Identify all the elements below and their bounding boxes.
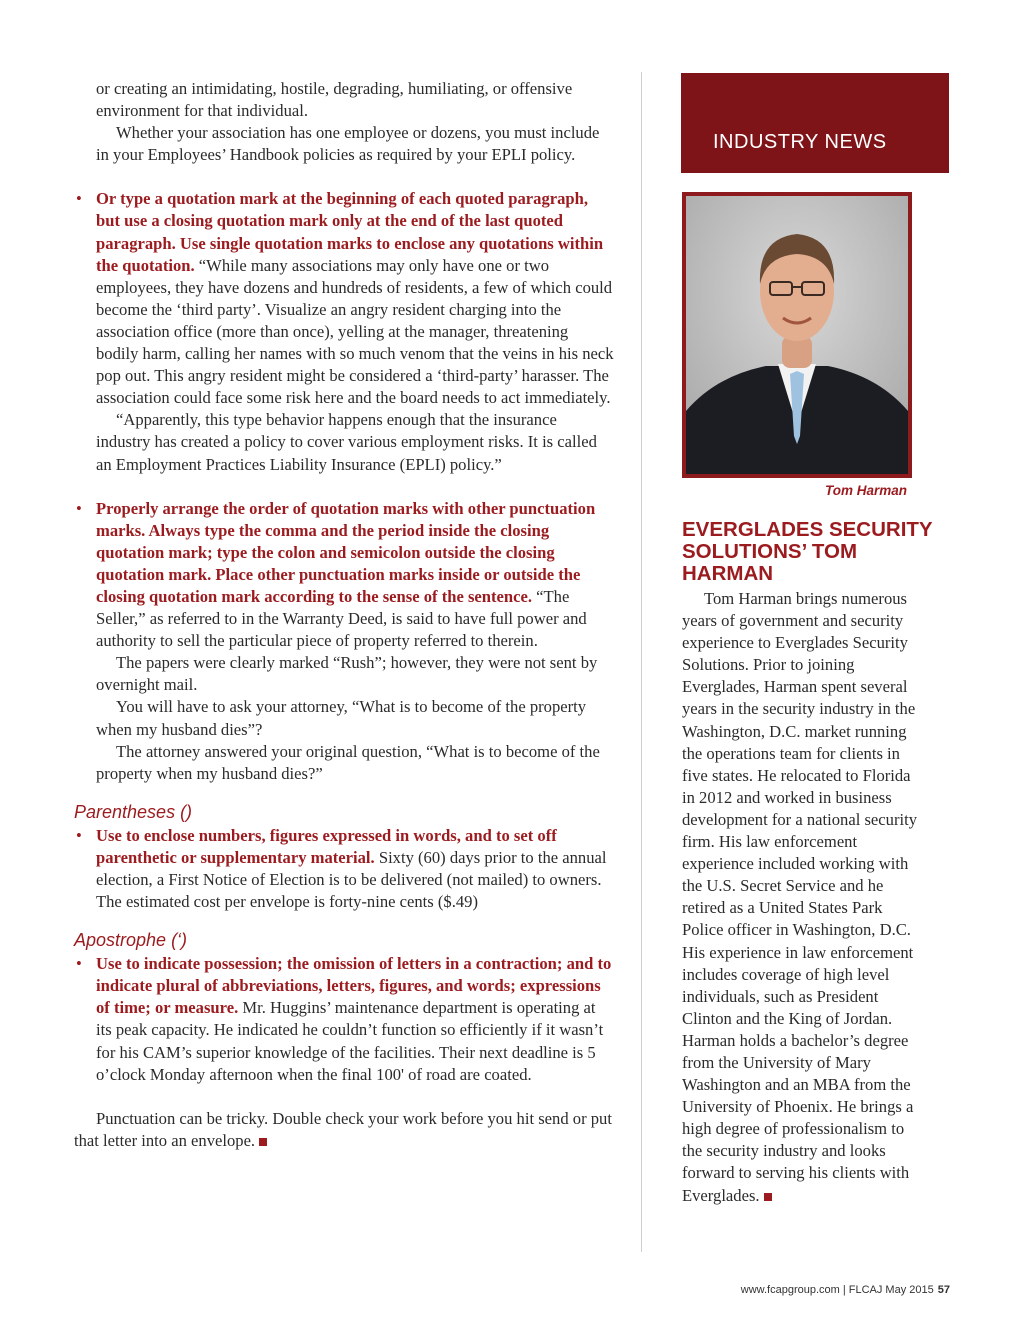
- portrait-illustration: [686, 196, 908, 474]
- closing-text: Punctuation can be tricky. Double check your work before you hit send or put that letter into an envelope.: [74, 1108, 612, 1150]
- bullet-icon: •: [76, 189, 82, 209]
- section-heading-parentheses: Parentheses (): [74, 801, 193, 822]
- bullet-icon: •: [76, 498, 82, 518]
- bullet-text: “The Seller,” as referred to in the Warranty Deed, is said to have full power and authority to sell the particular piece of property referred to therein.: [96, 586, 587, 651]
- paragraph: or creating an intimidating, hostile, degrading, humiliating, or offensive environment for that individual.: [96, 79, 573, 121]
- page-footer: [741, 1284, 950, 1296]
- end-mark-icon: [764, 1193, 772, 1201]
- bullet-heading: Use to enclose numbers, figures expressed in words, and to set off parenthetic or supplementary material.: [96, 825, 557, 867]
- page-number: 57: [937, 1284, 950, 1296]
- bullet-icon: •: [76, 954, 82, 974]
- paragraph: Whether your association has one employee or dozens, you must include in your Employees’ Handbook policies as required by your EPLI policy.: [96, 123, 600, 165]
- column-divider: [641, 72, 642, 1252]
- paragraph: The attorney answered your original question, “What is to become of the property when my husband dies?”: [96, 741, 600, 783]
- news-body: [682, 588, 922, 1207]
- bullet-item: [74, 498, 614, 653]
- news-body-text: Tom Harman brings numerous years of government and security experience to Everglades Security Solutions. Prior to joining Everglades, Harman spent several years in the security industry in the Washington, D.C. market running the operations team for clients in five states. He relocated to Florida in 2012 and worked in business development for a national security firm. His law enforcement experience included working with the U.S. Secret Service and he retired as a United States Park Police officer in Washington, D.C. His experience in law enforcement includes coverage of high level individuals, such as President Clinton and the King of Jordan. Harman holds a bachelor’s degree from the University of Mary Washington and an MBA from the University of Phoenix. He brings a high degree of professionalism to the security industry and looks forward to serving his clients with Everglades.: [682, 589, 917, 1205]
- article-column: [74, 78, 614, 1152]
- bullet-icon: •: [76, 825, 82, 845]
- end-mark-icon: [259, 1138, 267, 1146]
- industry-news-banner: [681, 73, 949, 173]
- banner-label: INDUSTRY NEWS: [713, 131, 887, 153]
- bullet-item: [74, 188, 614, 409]
- paragraph: “Apparently, this type behavior happens enough that the insurance industry has created a policy to cover various employment risks. It is called an Employment Practices Liability Insurance (EPLI) policy.”: [96, 410, 597, 474]
- footer-text: www.fcapgroup.com | FLCAJ May 2015: [740, 1284, 934, 1296]
- section-heading-apostrophe: Apostrophe (‘): [74, 930, 188, 951]
- photo-caption: Tom Harman: [824, 483, 907, 498]
- portrait-photo: [682, 192, 912, 478]
- bullet-item: [74, 825, 614, 913]
- bullet-text: “While many associations may only have one or two employees, they have dozens and hundreds of residents, a few of which could become the ‘third party’. Visualize an angry resident charging into the association office (more than once), yelling at the manager, threatening bodily harm, calling her names with so much venom that the veins in his neck pop out. This angry resident might be considered a ‘third-party’ harasser. The association could face some risk here and the board needs to act immediately.: [96, 255, 614, 408]
- bullet-heading: Properly arrange the order of quotation marks with other punctuation marks. Always type the comma and the period inside the closing quotation mark; type the colon and semicolon outside the closing quotation mark. Place other punctuation marks inside or outside the closing quotation mark according to the sense of the sentence.: [96, 498, 596, 606]
- bullet-item: [74, 953, 614, 1086]
- closing-paragraph: [74, 1108, 614, 1152]
- bullet-heading: Or type a quotation mark at the beginning of each quoted paragraph, but use a closing quotation mark only at the end of the last quoted paragraph. Use single quotation marks to enclose any quotations within the quotation.: [96, 189, 604, 275]
- bullet-text: Mr. Huggins’ maintenance department is operating at its peak capacity. He indicated he couldn’t function so efficiently if it wasn’t for his CAM’s superior knowledge of the facilities. Their next deadline is 5 o’clock Monday afternoon when the final 100' of road are coated.: [96, 998, 604, 1084]
- bullet-heading: Use to indicate possession; the omission of letters in a contraction; and to indicate plural of abbreviations, letters, figures, and words; expressions of time; or measure.: [96, 954, 612, 1018]
- paragraph: You will have to ask your attorney, “What is to become of the property when my husband dies”?: [96, 697, 587, 739]
- bullet-text: Sixty (60) days prior to the annual election, a First Notice of Election is to be delivered (not mailed) to owners. The estimated cost per envelope is forty-nine cents ($.49): [96, 847, 607, 912]
- news-headline: EVERGLADES SECURITY SOLUTIONS’ TOM HARMAN: [682, 518, 933, 585]
- paragraph: The papers were clearly marked “Rush”; however, they were not sent by overnight mail.: [96, 653, 598, 695]
